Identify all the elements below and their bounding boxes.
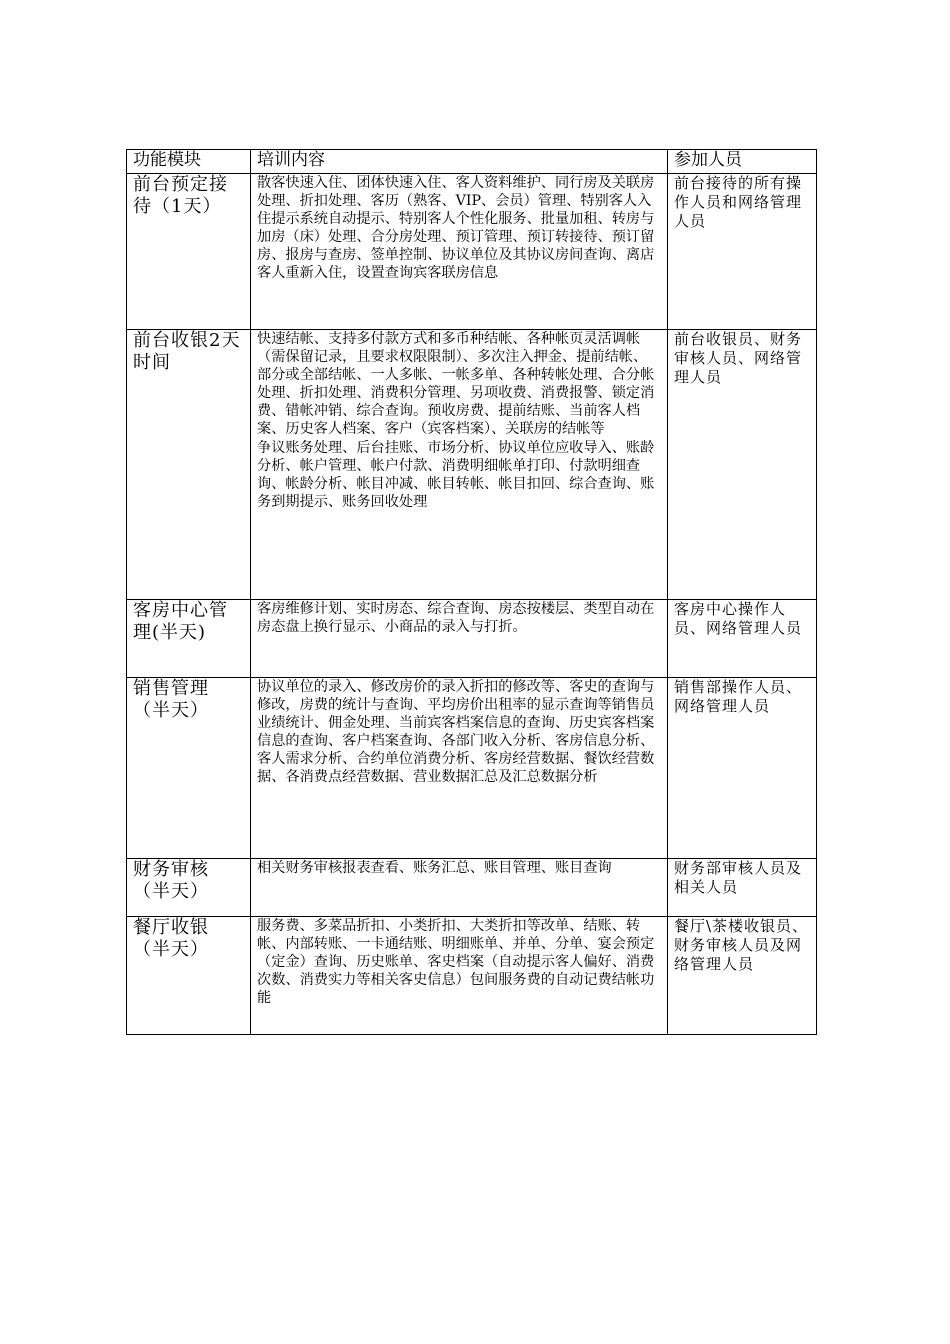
header-participants: 参加人员 <box>668 150 817 174</box>
module-cell: 前台收银2天时间 <box>127 330 251 600</box>
module-cell: 前台预定接待（1天） <box>127 174 251 330</box>
content-cell <box>251 859 668 917</box>
content-cell <box>251 678 668 859</box>
participants-cell: 销售部操作人员、网络管理人员 <box>668 678 817 859</box>
content-cell <box>251 174 668 330</box>
training-table <box>126 149 817 1035</box>
participants-cell: 餐厅\茶楼收银员、财务审核人员及网络管理人员 <box>668 917 817 1035</box>
table-row <box>127 600 817 678</box>
content-cell <box>251 330 668 600</box>
module-cell: 财务审核（半天） <box>127 859 251 917</box>
header-module: 功能模块 <box>127 150 251 174</box>
table-row <box>127 859 817 917</box>
header-content: 培训内容 <box>251 150 668 174</box>
content-cell <box>251 917 668 1035</box>
module-cell: 销售管理（半天） <box>127 678 251 859</box>
content-paragraph: 协议单位的录入、修改房价的录入折扣的修改等、客史的查询与修改，房费的统计与查询、平均房价出租率的显示查询等销售员业绩统计、佣金处理、当前宾客档案信息的查询、历史宾客档案信息的查询、客户档案查询、各部门收入分析、客房信息分析、客人需求分析、合约单位消费分析、客房经营数据、餐饮经营数据、各消费点经营数据、营业数据汇总及汇总数据分析 <box>257 679 655 786</box>
module-cell: 客房中心管理(半天) <box>127 600 251 678</box>
table-row <box>127 917 817 1035</box>
content-cell <box>251 600 668 678</box>
content-paragraph: 服务费、多菜品折扣、小类折扣、大类折扣等改单、结账、转帐、内部转账、一卡通结账、明细账单、并单、分单、宴会预定（定金）查询、历史账单、客史档案（自动提示客人偏好、消费次数、消费实力等相关客史信息）包间服务费的自动记费结帐功能 <box>257 918 655 1007</box>
participants-cell: 前台接待的所有操作人员和网络管理人员 <box>668 174 817 330</box>
content-paragraph: 争议账务处理、后台挂账、市场分析、协议单位应收导入、账龄分析、帐户管理、帐户付款、消费明细帐单打印、付款明细查询、帐龄分析、帐目冲减、帐目转帐、帐目扣回、综合查询、账务到期提示、账务回收处理 <box>257 439 655 510</box>
content-paragraph: 快速结帐、支持多付款方式和多币种结帐、各种帐页灵活调帐（需保留记录，且要求权限限制）、多次注入押金、提前结帐、部分或全部结帐、一人多帐、一帐多单、各种转帐处理、合分帐处理、折扣处理、消费积分管理、另项收费、消费报警、锁定消费、错帐冲销、综合查询。预收房费、提前结账、当前客人档案、历史客人档案、客户（宾客档案）、关联房的结帐等 <box>257 331 655 438</box>
table-row <box>127 330 817 600</box>
participants-cell: 前台收银员、财务审核人员、网络管理人员 <box>668 330 817 600</box>
table-row <box>127 678 817 859</box>
content-paragraph: 相关财务审核报表查看、账务汇总、账目管理、账目查询 <box>257 860 612 876</box>
participants-cell: 客房中心操作人员、网络管理人员 <box>668 600 817 678</box>
table-header-row <box>127 150 817 174</box>
table-row <box>127 174 817 330</box>
module-cell: 餐厅收银（半天） <box>127 917 251 1035</box>
content-paragraph: 散客快速入住、团体快速入住、客人资料维护、同行房及关联房处理、折扣处理、客历（熟客、VIP、会员）管理、特别客人入住提示系统自动提示、特别客人个性化服务、批量加租、转房与加房（床）处理、合分房处理、预订管理、预订转接待、预订留房、报房与查房、签单控制、协议单位及其协议房间查询、离店客人重新入住，设置查询宾客联房信息 <box>257 175 655 282</box>
participants-cell: 财务部审核人员及相关人员 <box>668 859 817 917</box>
content-paragraph: 客房维修计划、实时房态、综合查询、房态按楼层、类型自动在房态盘上换行显示、小商品的录入与打折。 <box>257 601 655 636</box>
